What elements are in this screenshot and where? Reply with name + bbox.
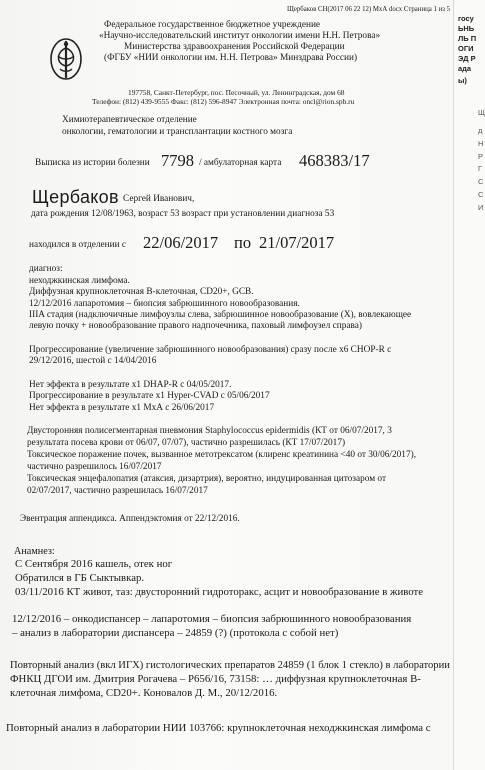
diagnosis-line: IIIA стадия (надключичные лимфоузлы слева, забрюшинное новообразование (Х), вовлекающее [29,310,412,320]
org-contacts: Телефон: (812) 439-9555 Факс: (812) 596-8947 Электронная почта: oncl@rion.spb.ru [92,97,355,106]
complication-line: Токсическая энцефалопатия (атаксия, дизартрия), вероятно, индуцированная цитозаром от [27,474,387,484]
diagnosis-line: неходжкинская лимфома. [29,276,130,286]
diagnosis-line: 12/12/2016 лапаротомия – биопсия забрюшинного новообразования. [29,299,300,309]
adjacent-page-fragment: ЭД Р [458,54,476,63]
adjacent-page-fragment: ОГИ [458,44,474,53]
anamnesis-line: ФНКЦ ДГОИ им. Дмитрия Рогачева – Р656/16, 73158: … диффузная крупноклеточная В- [10,673,421,685]
org-name-line-2: «Научно-исследовательский институт онкологии имени Н.Н. Петрова» [99,31,381,41]
adjacent-page-fragment: д [478,126,483,135]
outpatient-card-label: / амбулаторная карта [199,158,282,168]
adjacent-page-fragment: Р [478,152,484,161]
patient-surname: Щербаков [32,187,119,207]
anamnesis-line: С Сентября 2016 кашель, отек ног [15,558,173,570]
anamnesis-heading: Анамнез: [14,546,55,557]
org-address: 197758, Санкт-Петербург, пос. Песочный, ул. Ленинградская, дом 68 [128,88,345,97]
anamnesis-line: Повторный анализ в лаборатории НИИ 103766: крупноклеточная неходжкинская лимфома с [6,722,431,734]
adjacent-page-fragment: ЛЬ П [458,34,477,43]
complication-line: Двусторонняя полисегментарная пневмония Staphylococcus epidermidis (КТ от 06/07/2017, 3 [27,426,392,436]
complication-line: результата посева крови от 06/07, 07/07), частично разрешилась (КТ 17/07/2017) [27,438,346,448]
progression-line: 29/12/2016, шестой с 14/04/2016 [29,356,157,366]
anamnesis-line: Повторный анализ (вкл ИГХ) гистологических препаратов 24859 (1 блок 1 стекло) в лаборатории [10,659,450,671]
complication-line: Токсическое поражение почек, вызванное метотрексатом (клиренс креатинина <40 от 30/06/2017), [27,450,417,460]
adjacent-page-fragment: ада [458,64,472,73]
anamnesis-line: – анализ в лаборатории диспансера – 24859 (?) (протокола с собой нет) [12,627,339,639]
adjacent-page-fragment: ЬНЬ [458,24,475,33]
adjacent-page-fragment: Н [478,139,484,148]
outpatient-card-number: 468383/17 [299,151,370,170]
adjacent-page-fragment: Г [478,164,483,173]
adjacent-page-fragment: Щ [478,108,485,117]
anamnesis-line: 03/11/2016 КТ живот, таз: двусторонний гидроторакс, асцит и новообразование в животе [15,586,424,598]
diagnosis-heading: диагноз: [29,264,63,274]
extract-label: Выписка из истории болезни [35,158,150,168]
org-name-line-4: (ФГБУ «НИИ онкологии им. Н.Н. Петрова» Минздрава России) [104,53,358,63]
adjacent-page-fragment: госу [458,14,474,23]
patient-given-names: Сергей Иванович, [123,194,195,204]
adjacent-page-fragment: ы) [458,76,467,85]
document-reference: Щербаков СН(2017 06 22 12) МхА docx Страница 1 из 5 [287,4,451,13]
complication-line: частично разрешилось 16/07/2017 [27,462,162,472]
history-number: 7798 [161,151,194,170]
therapy-line: Нет эффекта в результате х1 МхА с 26/06/2017 [29,403,215,413]
department-line-1: Химиотерапевтическое отделение [62,115,197,125]
org-name-line-1: Федеральное государственное бюджетное учреждение [104,20,321,30]
stay-from-date: 22/06/2017 [143,233,219,252]
progression-line: Прогрессирование (увеличение забрюшинного новообразования) сразу после х6 CHOP-R с [29,345,392,355]
anamnesis-line: 12/12/2016 – онкодиспансер – лапаротомия – биопсия забрюшинного новообразования [12,613,412,625]
patient-birth-line: дата рождения 12/08/1963, возраст 53 возраст при установлении диагноза 53 [31,209,335,219]
anamnesis-line: клеточная лимфома, CD20+. Коновалов Д. М., 20/12/2016. [10,687,278,699]
stay-to-date: 21/07/2017 [259,233,335,252]
eventration-line: Эвентрация аппендикса. Аппендэктомия от 22/12/2016. [20,514,240,524]
diagnosis-line: Диффузная крупноклеточная В-клеточная, CD20+, GCB. [29,287,254,297]
adjacent-page-fragment: С [478,190,484,199]
adjacent-page-fragment: И [478,203,484,212]
stay-separator: по [234,233,252,252]
therapy-line: Прогрессирование в результате х1 Hyper-CVAD с 05/06/2017 [29,391,270,401]
institute-logo-icon [47,36,85,82]
complication-line: 02/07/2017, частично разрешилась 16/07/2017 [27,486,208,496]
anamnesis-line: Обратился в ГБ Сыктывкар. [15,572,145,584]
therapy-line: Нет эффекта в результате х1 DHAP-R с 04/05/2017. [29,380,232,390]
department-line-2: онкологии, гематологии и трансплантации костного мозга [62,127,293,137]
diagnosis-line: левую почку + новообразование правого надпочечника, паховый лимфоузел справа) [29,321,362,331]
org-name-line-3: Министерства здравоохранения Российской Федерации [124,42,345,52]
stay-prefix: находился в отделении с [29,240,127,250]
adjacent-page-fragment: С [478,177,484,186]
adjacent-page-edge [453,0,485,770]
